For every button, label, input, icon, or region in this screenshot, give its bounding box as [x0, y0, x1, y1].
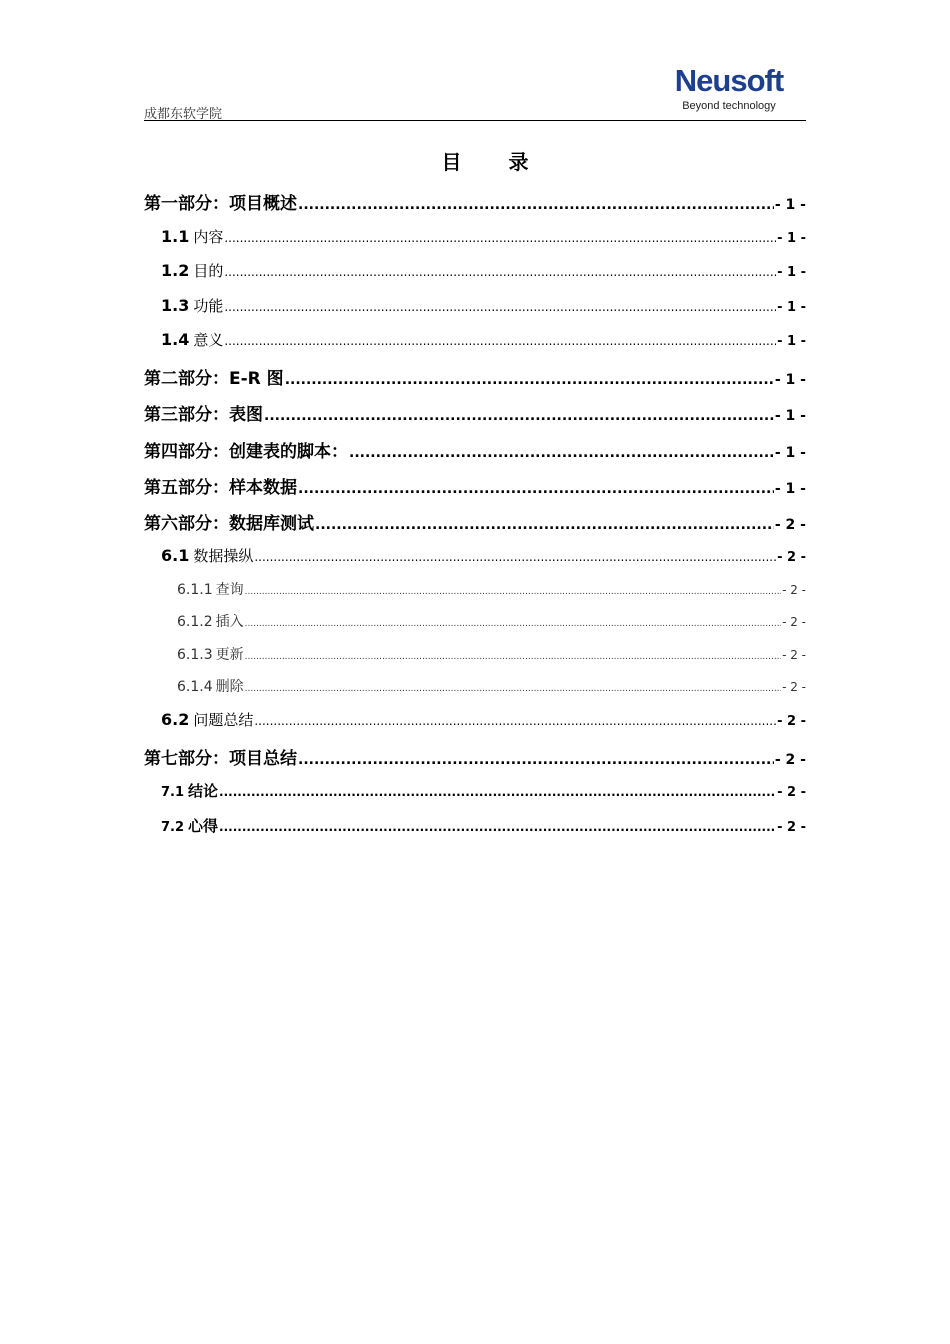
toc-page-number: - 1 - — [777, 265, 806, 280]
toc-entry-number: 6.1.3 — [177, 647, 213, 663]
toc-entry-text: 目的 — [193, 262, 224, 280]
toc-entry-text: 意义 — [193, 331, 224, 349]
toc-leader-dots — [254, 551, 776, 563]
toc-page-number: - 1 - — [777, 300, 806, 315]
toc-entry-7-2[interactable] — [161, 815, 806, 836]
toc-entry-6-1-4[interactable] — [177, 676, 806, 696]
toc-leader-dots — [245, 588, 781, 597]
toc-entry-text: 内容 — [193, 228, 224, 246]
toc-entry-number: 6.1.2 — [177, 614, 213, 630]
toc-entry-number: 6.1.4 — [177, 679, 213, 695]
toc-leader-dots — [298, 753, 774, 767]
toc-entry-number: 1.1 — [161, 227, 190, 246]
toc-leader-dots — [315, 518, 774, 532]
toc-entry-text: 心得 — [188, 817, 219, 835]
toc-entry-1-3[interactable] — [161, 295, 806, 316]
toc-page-number: - 2 - — [774, 517, 806, 533]
toc-entry-7-1[interactable] — [161, 780, 806, 801]
toc-entry-text: 第四部分：创建表的脚本： — [144, 442, 348, 462]
toc-leader-dots — [349, 446, 774, 460]
toc-entry-text: 功能 — [193, 297, 224, 315]
toc-leader-dots — [224, 266, 776, 278]
toc-leader-dots — [245, 620, 781, 629]
toc-entry-number: 7.2 — [161, 820, 185, 835]
toc-entry-text: 第六部分：数据库测试 — [144, 514, 314, 534]
toc-entry-6-1-3[interactable] — [177, 644, 806, 664]
toc-page-number: - 1 - — [774, 372, 806, 388]
toc-page-number: - 2 - — [777, 550, 806, 565]
toc-entry-text: 问题总结 — [193, 711, 254, 729]
toc-entry-text: 第七部分：项目总结 — [144, 749, 297, 769]
toc-entry-number: 1.3 — [161, 296, 190, 315]
toc-entry-6-1-2[interactable] — [177, 611, 806, 631]
toc-leader-dots — [264, 409, 774, 423]
toc-entry-text: 结论 — [188, 782, 219, 800]
toc-entry-number: 6.1 — [161, 546, 190, 565]
toc-entry-6-1-1[interactable] — [177, 579, 806, 599]
toc-leader-dots — [254, 715, 776, 727]
toc-leader-dots — [245, 685, 781, 694]
toc-entry-text: 更新 — [215, 647, 244, 663]
toc-leader-dots — [224, 301, 776, 313]
toc-title: 目 录 — [441, 150, 549, 174]
toc-page-number: - 2 - — [782, 680, 806, 694]
toc-leader-dots — [224, 335, 776, 347]
toc-entry-1-1[interactable] — [161, 226, 806, 247]
header-divider — [144, 120, 806, 121]
toc-page-number: - 1 - — [777, 231, 806, 246]
toc-page-number: - 1 - — [777, 334, 806, 349]
toc-entry-part6[interactable] — [144, 509, 806, 534]
toc-entry-text: 数据操纵 — [193, 547, 254, 565]
toc-entry-number: 7.1 — [161, 785, 185, 800]
toc-entry-6-2[interactable] — [161, 709, 806, 730]
header-organization: 成都东软学院 — [144, 107, 223, 122]
toc-entry-text: 查询 — [215, 582, 244, 598]
toc-entry-text: 第三部分：表图 — [144, 405, 263, 425]
toc-leader-dots — [219, 821, 776, 833]
toc-page-number: - 2 - — [777, 820, 806, 835]
toc-entry-part4[interactable] — [144, 437, 806, 462]
toc-entry-number: 6.2 — [161, 710, 190, 729]
toc-entry-text: 第一部分：项目概述 — [144, 194, 297, 214]
toc-leader-dots — [224, 232, 776, 244]
toc-entry-part5[interactable] — [144, 473, 806, 498]
logo-tagline: Beyond technology — [682, 100, 776, 112]
toc-entry-number: 6.1.1 — [177, 582, 213, 598]
toc-entry-text: 删除 — [215, 679, 244, 695]
toc-page-number: - 1 - — [774, 481, 806, 497]
toc-leader-dots — [298, 482, 774, 496]
toc-leader-dots — [219, 786, 776, 798]
toc-entry-1-4[interactable] — [161, 329, 806, 350]
toc-page-number: - 1 - — [774, 445, 806, 461]
toc-entry-part1[interactable] — [144, 189, 806, 214]
toc-entry-text: 第二部分：E-R 图 — [144, 369, 284, 389]
toc-leader-dots — [298, 198, 774, 212]
toc-entry-text: 第五部分：样本数据 — [144, 478, 297, 498]
toc-entry-number: 1.2 — [161, 261, 190, 280]
toc-page-number: - 2 - — [782, 583, 806, 597]
toc-entry-part2[interactable] — [144, 364, 806, 389]
toc-entry-part3[interactable] — [144, 400, 806, 425]
toc-entry-1-2[interactable] — [161, 260, 806, 281]
logo-wordmark: Neusoft — [674, 63, 784, 98]
toc-entry-6-1[interactable] — [161, 545, 806, 566]
toc-page-number: - 2 - — [774, 752, 806, 768]
toc-entry-text: 插入 — [215, 614, 244, 630]
toc-page-number: - 1 - — [774, 197, 806, 213]
toc-page-number: - 2 - — [777, 714, 806, 729]
toc-entry-number: 1.4 — [161, 330, 190, 349]
toc-page-number: - 2 - — [782, 615, 806, 629]
toc-entry-part7[interactable] — [144, 744, 806, 769]
neusoft-logo — [652, 64, 806, 113]
toc-leader-dots — [285, 373, 774, 387]
toc-page-number: - 2 - — [782, 648, 806, 662]
toc-leader-dots — [245, 653, 781, 662]
toc-page-number: - 1 - — [774, 408, 806, 424]
toc-page-number: - 2 - — [777, 785, 806, 800]
